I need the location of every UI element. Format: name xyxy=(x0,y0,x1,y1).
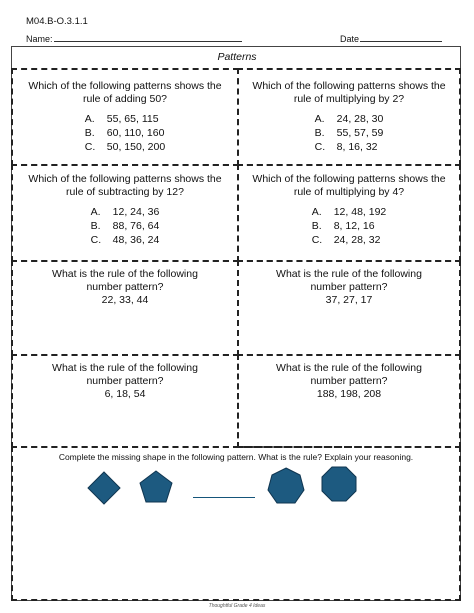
heptagon-shape xyxy=(266,466,306,506)
date-line[interactable] xyxy=(360,33,442,42)
question-text: Which of the following patterns shows the rule of subtracting by 12? xyxy=(28,173,222,198)
number-pattern: 37, 27, 17 xyxy=(325,294,373,306)
shape-instruction: Complete the missing shape in the following pattern. What is the rule? Explain your reasoning. xyxy=(58,452,414,462)
answer-options xyxy=(85,112,165,154)
answer-options xyxy=(312,205,387,247)
option-b[interactable]: B. 60, 110, 160 xyxy=(84,127,165,139)
name-line[interactable] xyxy=(54,33,242,42)
question-text: What is the rule of the following number pattern? xyxy=(276,268,422,293)
number-pattern: 188, 198, 208 xyxy=(316,388,382,400)
option-a[interactable]: A. 12, 24, 36 xyxy=(90,206,160,218)
question-text: What is the rule of the following number pattern? xyxy=(52,362,198,387)
option-c[interactable]: C. 8, 16, 32 xyxy=(314,141,378,153)
missing-shape-blank[interactable] xyxy=(193,497,255,498)
date-label: Date xyxy=(340,34,360,44)
question-card-3 xyxy=(11,164,239,262)
option-b[interactable]: B. 8, 12, 16 xyxy=(311,220,375,232)
option-b[interactable]: B. 55, 57, 59 xyxy=(314,127,384,139)
octagon-shape-fill xyxy=(322,467,356,501)
question-card-6 xyxy=(237,260,461,356)
question-text: Which of the following patterns shows the rule of multiplying by 4? xyxy=(252,173,446,198)
answer-options xyxy=(91,205,160,247)
answer-options xyxy=(315,112,384,154)
option-a[interactable]: A. 12, 48, 192 xyxy=(311,206,387,218)
question-card-8 xyxy=(237,354,461,448)
option-b[interactable]: B. 88, 76, 64 xyxy=(90,220,160,232)
octagon-shape xyxy=(320,465,358,503)
page-title: Patterns xyxy=(217,51,257,63)
question-text: Which of the following patterns shows the rule of multiplying by 2? xyxy=(252,80,446,105)
option-c[interactable]: C. 24, 28, 32 xyxy=(311,234,381,246)
option-a[interactable]: A. 55, 65, 115 xyxy=(84,113,159,125)
name-label: Name: xyxy=(26,34,53,44)
name-field[interactable] xyxy=(26,33,242,44)
pentagon-shape-fill xyxy=(140,471,172,502)
footer-credit: Thoughtful Grade 4 Ideas xyxy=(208,603,266,609)
number-pattern: 6, 18, 54 xyxy=(104,388,146,400)
date-field[interactable] xyxy=(340,33,442,44)
question-text: Which of the following patterns shows the rule of adding 50? xyxy=(28,80,222,105)
question-card-1 xyxy=(11,68,239,166)
rhombus-shape-fill xyxy=(88,472,120,504)
standard-code: M04.B-O.3.1.1 xyxy=(26,16,88,27)
rhombus-shape xyxy=(86,470,122,506)
option-c[interactable]: C. 48, 36, 24 xyxy=(90,234,160,246)
pentagon-shape xyxy=(138,469,174,505)
option-c[interactable]: C. 50, 150, 200 xyxy=(84,141,166,153)
heptagon-shape-fill xyxy=(268,468,304,503)
shape-pattern-section xyxy=(11,446,461,601)
question-card-7 xyxy=(11,354,239,448)
question-card-4 xyxy=(237,164,461,262)
number-pattern: 22, 33, 44 xyxy=(101,294,149,306)
option-a[interactable]: A. 24, 28, 30 xyxy=(314,113,384,125)
question-text: What is the rule of the following number pattern? xyxy=(276,362,422,387)
question-card-2 xyxy=(237,68,461,166)
question-card-5 xyxy=(11,260,239,356)
question-text: What is the rule of the following number pattern? xyxy=(52,268,198,293)
